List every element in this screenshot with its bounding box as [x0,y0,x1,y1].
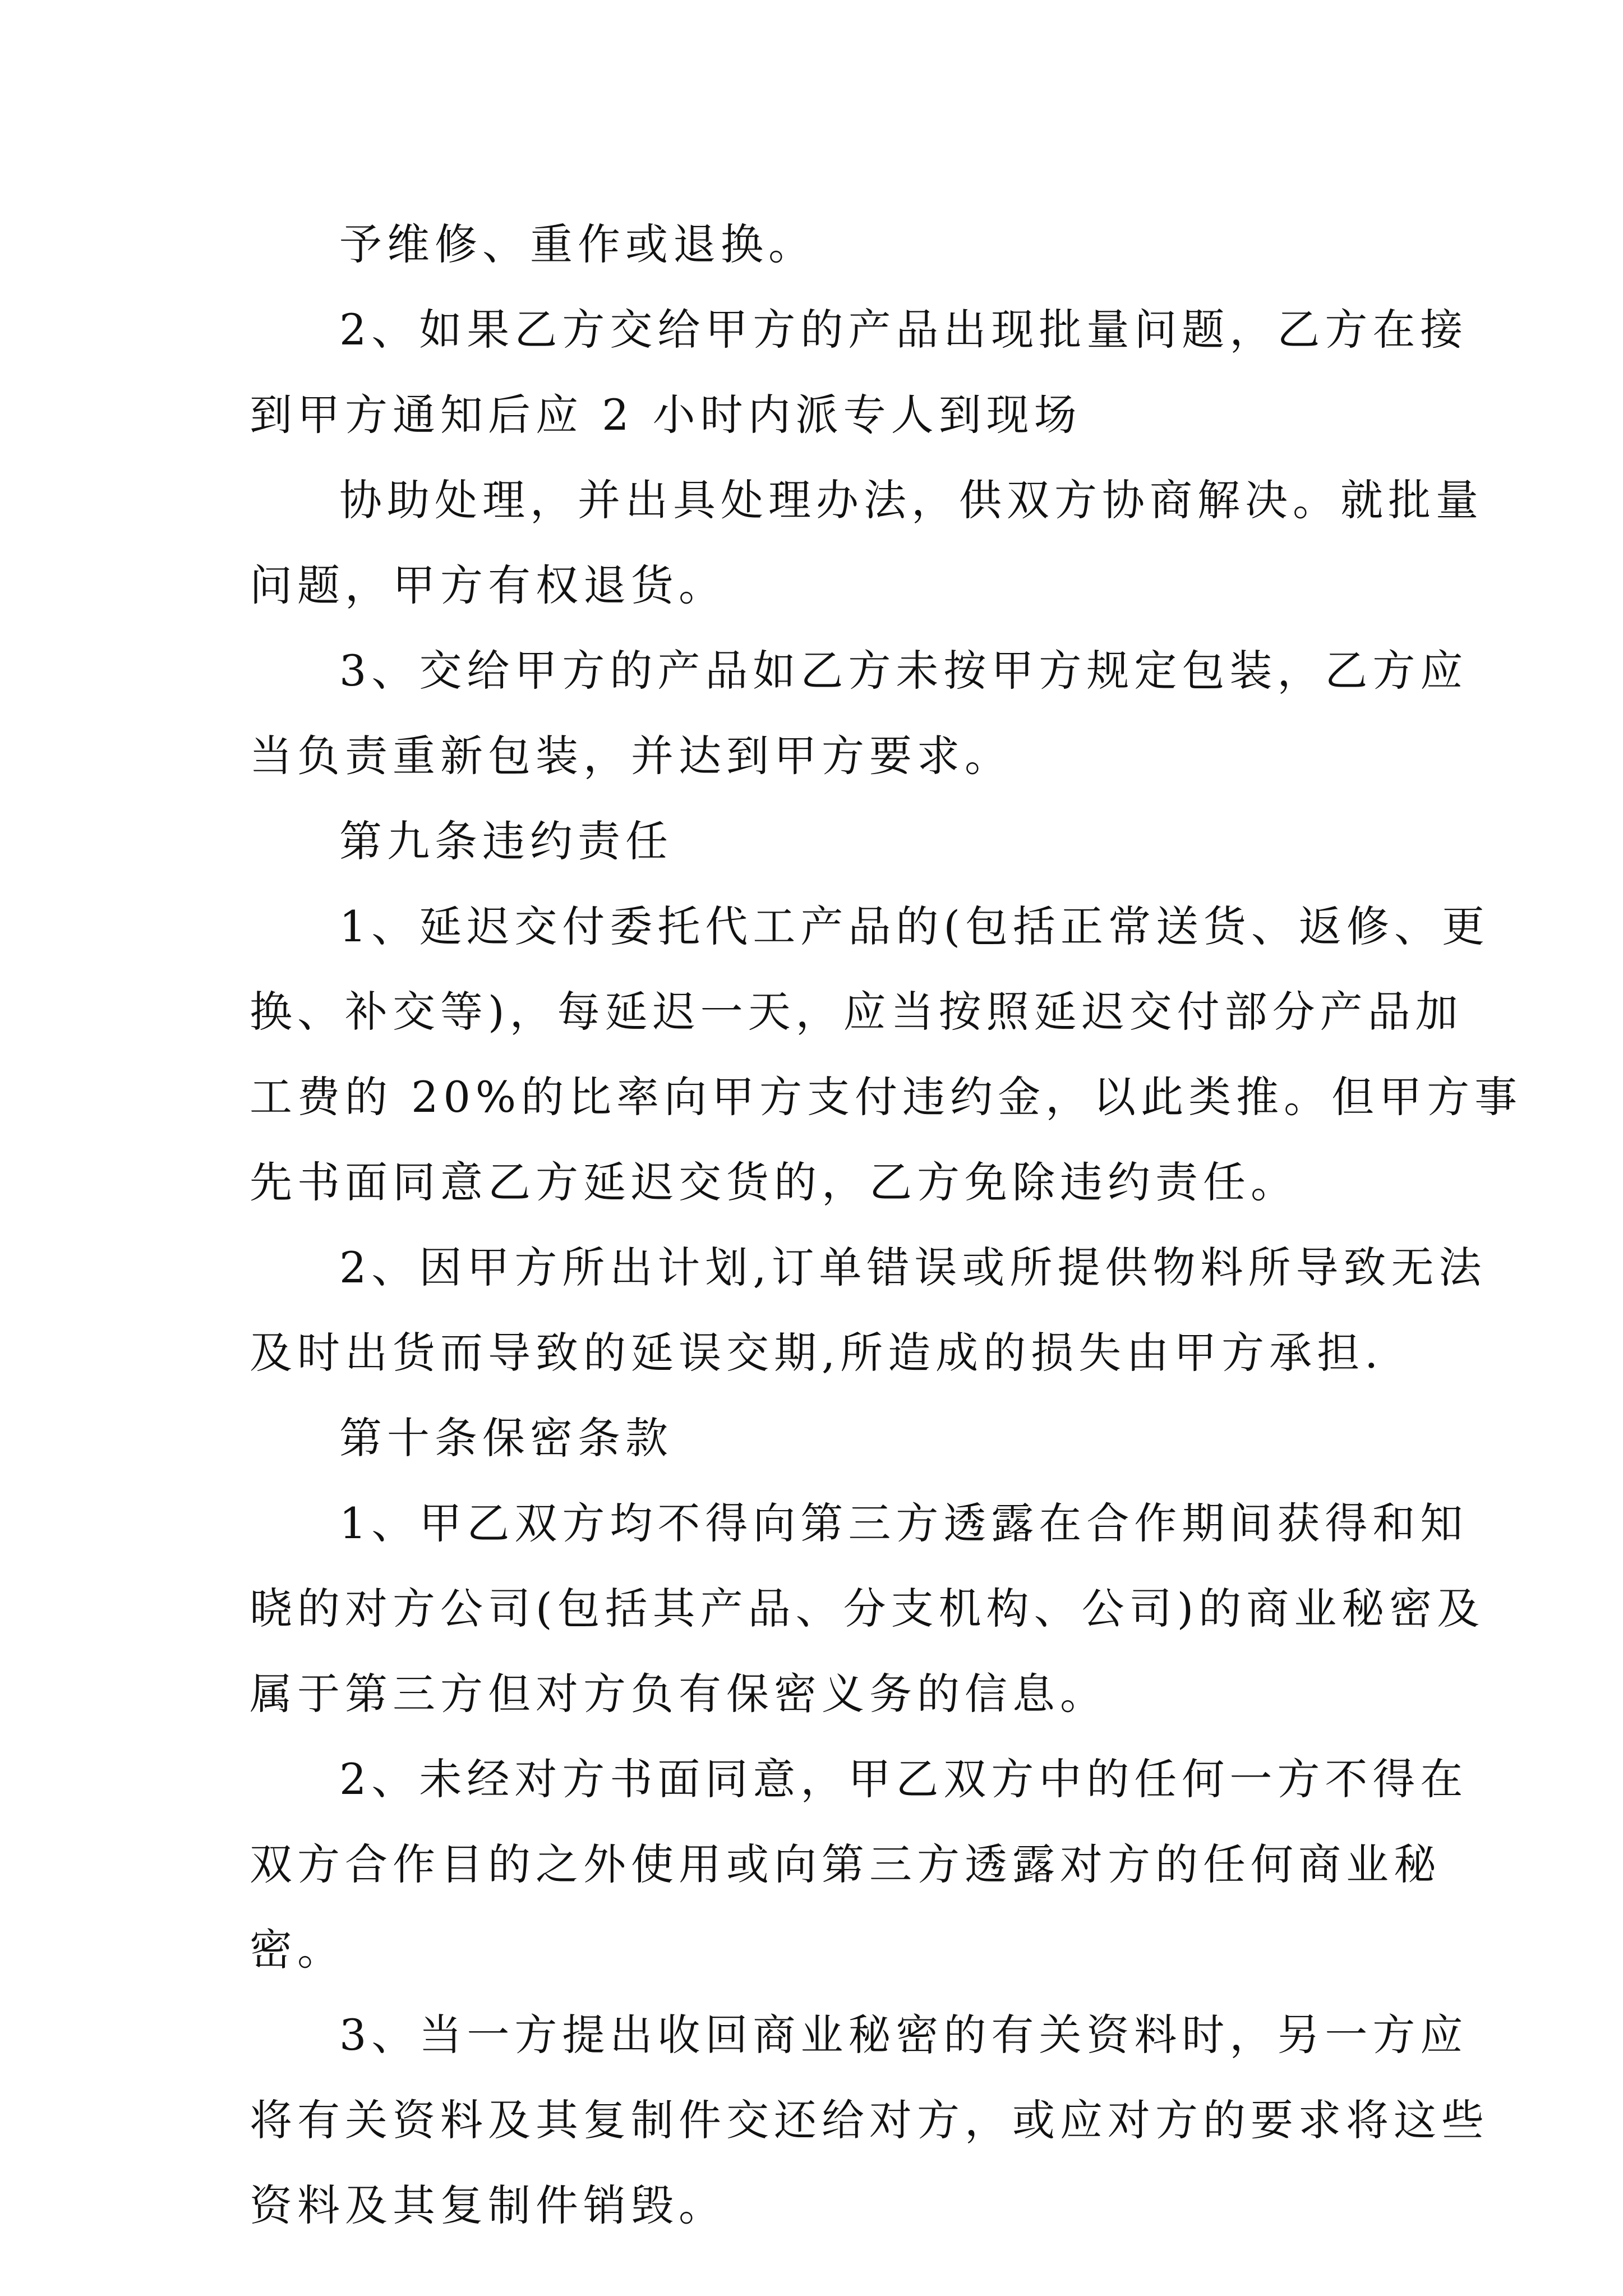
document-body [250,202,1523,2248]
text-line: 工费的 20%的比率向甲方支付违约金，以此类推。但甲方事 [250,1072,1523,1122]
text-line: 予维修、重作或退换。 [339,219,816,269]
text-line: 2、如果乙方交给甲方的产品出现批量问题，乙方在接 [339,305,1468,355]
text-line: 协助处理，并出具处理办法，供双方协商解决。就批量 [339,475,1483,525]
text-line: 先书面同意乙方延迟交货的，乙方免除违约责任。 [250,1157,1298,1207]
text-line: 晓的对方公司(包括其产品、分支机构、公司)的商业秘密及 [250,1584,1485,1634]
text-line: 1、延迟交付委托代工产品的(包括正常送货、返修、更 [339,901,1490,951]
text-line: 密。 [250,1925,345,1975]
text-line: 资料及其复制件销毁。 [250,2180,726,2230]
text-line: 到甲方通知后应 2 小时内派专人到现场 [250,390,1082,440]
section-heading: 第十条保密条款 [339,1413,673,1463]
text-line: 将有关资料及其复制件交还给对方，或应对方的要求将这些 [250,2095,1489,2145]
text-line: 3、交给甲方的产品如乙方未按甲方规定包装，乙方应 [339,646,1468,696]
text-line: 及时出货而导致的延误交期,所造成的损失由甲方承担. [250,1328,1384,1378]
text-line: 1、甲乙双方均不得向第三方透露在合作期间获得和知 [339,1498,1468,1548]
section-heading: 第九条违约责任 [339,816,673,866]
text-line: 2、因甲方所出计划,订单错误或所提供物料所导致无法 [339,1243,1487,1292]
text-line: 换、补交等)，每延迟一天，应当按照延迟交付部分产品加 [250,987,1463,1037]
text-line: 3、当一方提出收回商业秘密的有关资料时，另一方应 [339,2010,1468,2060]
text-line: 当负责重新包装，并达到甲方要求。 [250,731,1012,781]
text-line: 双方合作目的之外使用或向第三方透露对方的任何商业秘 [250,1839,1441,1889]
text-line: 属于第三方但对方负有保密义务的信息。 [250,1669,1108,1719]
text-line: 2、未经对方书面同意，甲乙双方中的任何一方不得在 [339,1754,1468,1804]
text-line: 问题，甲方有权退货。 [250,560,726,610]
